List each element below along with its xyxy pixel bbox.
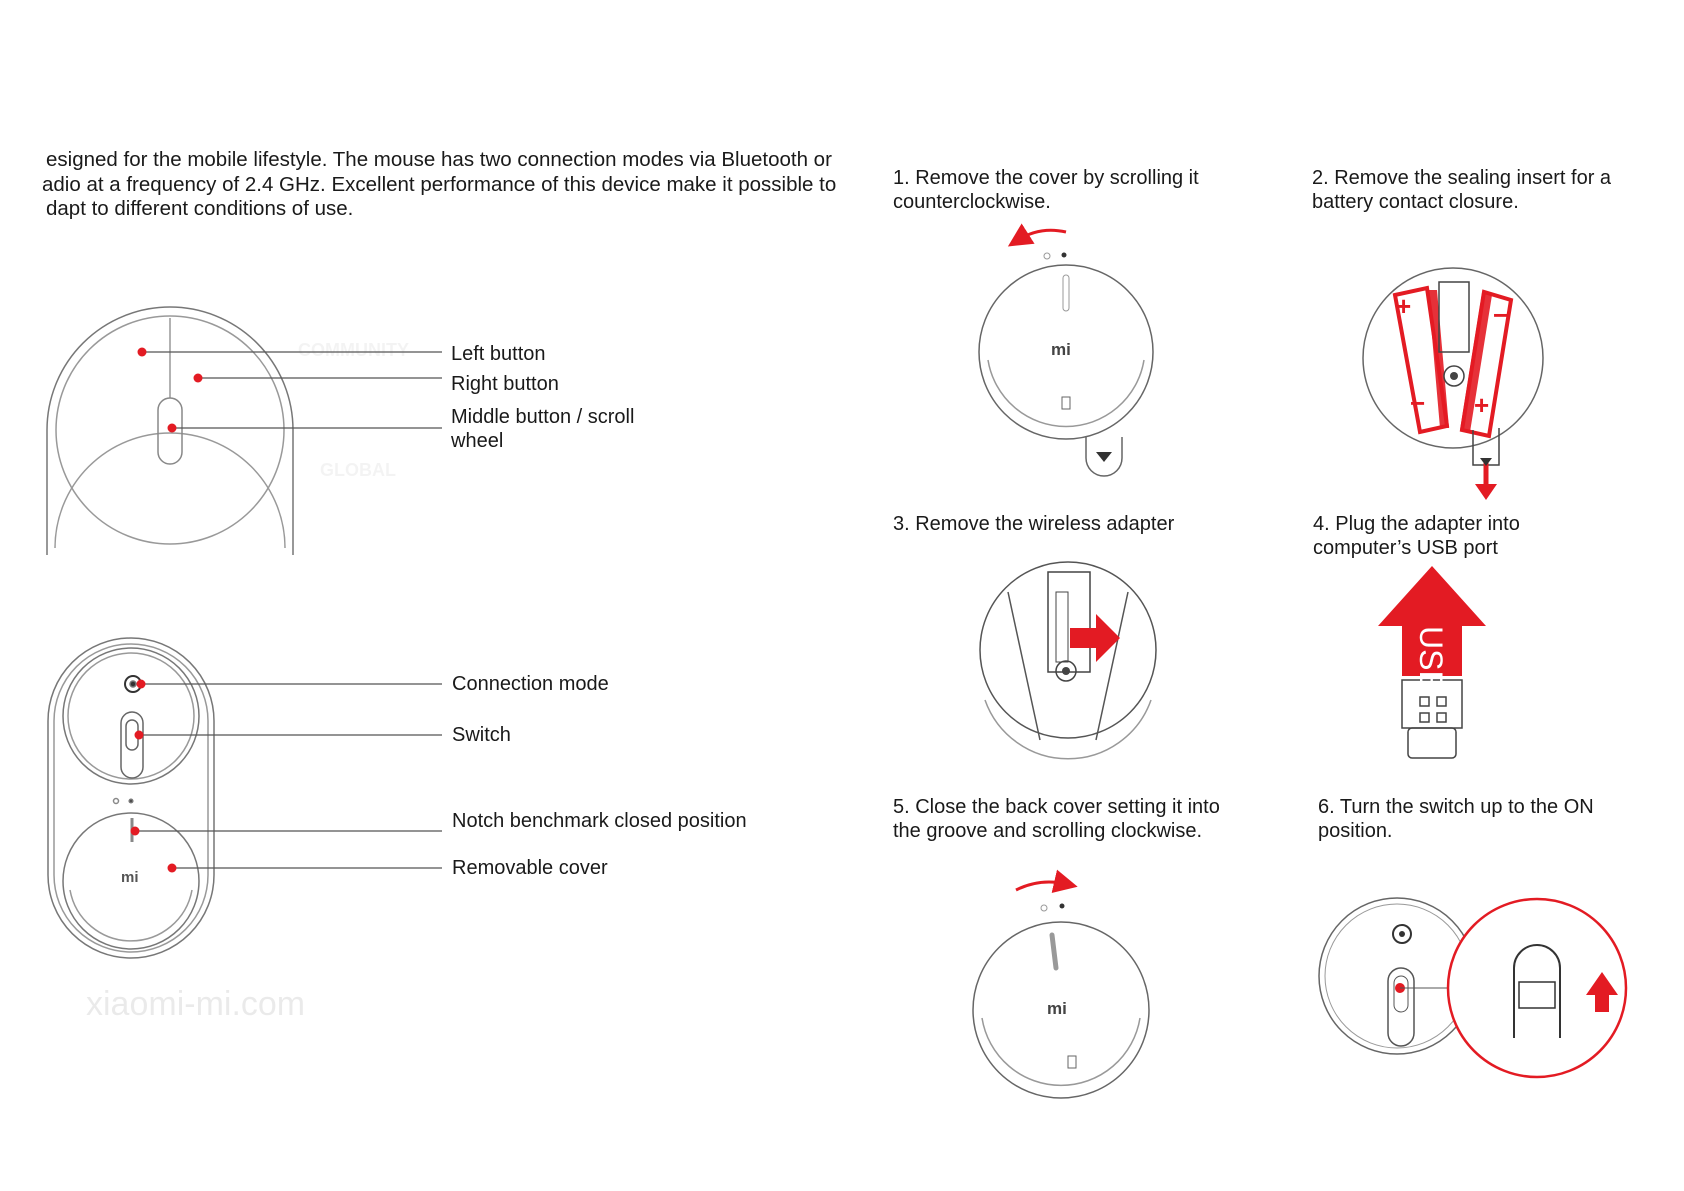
step3-illustration (980, 562, 1156, 759)
step-1-line2: counterclockwise. (893, 191, 1051, 213)
battery-minus-icon: − (1493, 300, 1509, 330)
step1-illustration (979, 230, 1153, 476)
step-6-line1: 6. Turn the switch up to the ON (1318, 796, 1594, 818)
step-2-line2: battery contact closure. (1312, 191, 1519, 213)
step-5-line2: the groove and scrolling clockwise. (893, 820, 1203, 842)
left-button-dot (138, 348, 147, 357)
svg-text:+: + (1474, 390, 1490, 420)
label-right-button: Right button (451, 373, 559, 395)
battery-plus-icon: + (1396, 291, 1412, 321)
step-5-text (893, 795, 1220, 843)
label-middle-line2: wheel (451, 430, 504, 452)
step-3-text (893, 512, 1174, 536)
label-middle-line1: Middle button / scroll (451, 406, 635, 428)
intro-line: dapt to different conditions of use. (46, 197, 354, 220)
step6-illustration (1319, 898, 1626, 1077)
mouse-bottom-view (48, 638, 214, 958)
middle-button-dot (168, 424, 177, 433)
step2-illustration (1363, 268, 1543, 500)
label-connection-mode: Connection mode (452, 673, 609, 695)
label-switch: Switch (452, 724, 511, 746)
mi-logo: mi (121, 869, 139, 886)
right-button-dot (194, 374, 203, 383)
usb-label: USB (1413, 626, 1449, 692)
step-6-text (1318, 795, 1594, 843)
step-1-text (893, 166, 1199, 214)
step-2-line1: 2. Remove the sealing insert for a (1312, 167, 1612, 189)
bottom-view-pointers (131, 680, 443, 873)
top-view-pointers (138, 348, 443, 433)
arrow-right-icon (1070, 614, 1120, 662)
label-removable-cover: Removable cover (452, 857, 608, 879)
intro-line: esigned for the mobile lifestyle. The mouse has two connection modes via Bluetooth or (46, 148, 832, 171)
step-4-line1: 4. Plug the adapter into (1313, 513, 1520, 535)
intro-line: adio at a frequency of 2.4 GHz. Excellent performance of this device make it possible to (42, 172, 837, 196)
svg-text:mi: mi (1051, 340, 1071, 359)
watermark-site: xiaomi-mi.com (86, 985, 306, 1023)
svg-text:mi: mi (1047, 999, 1067, 1018)
step-4-text (1313, 512, 1520, 560)
step-5-line1: 5. Close the back cover setting it into (893, 796, 1220, 818)
label-middle-button (451, 405, 634, 453)
step-2-text (1312, 166, 1611, 214)
step-1-line1: 1. Remove the cover by scrolling it (893, 167, 1199, 189)
step-6-line2: position. (1318, 820, 1393, 842)
svg-text:−: − (1410, 388, 1426, 418)
label-notch: Notch benchmark closed position (452, 810, 747, 832)
step-3-line1: 3. Remove the wireless adapter (893, 513, 1175, 535)
step5-illustration (973, 882, 1149, 1098)
step-4-line2: computer’s USB port (1313, 537, 1498, 559)
label-left-button: Left button (451, 343, 546, 365)
